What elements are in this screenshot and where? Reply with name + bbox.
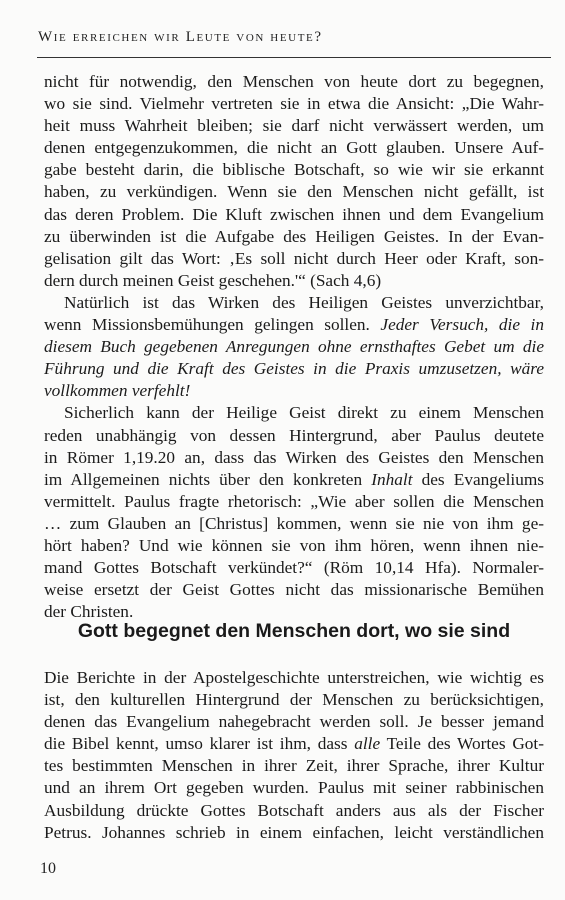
text-run: die Bibel kennt, umso klarer ist ihm, dass [44,734,355,754]
text-line: tes bestimmten Menschen in ihrer Zeit, ihrer Sprache, ihrer Kultur [44,756,544,776]
section-paragraph [44,667,544,844]
paragraph-2 [44,292,544,402]
text-line: wo sie sind. Vielmehr vertreten sie in etwa die Ansicht: „Die Wahr- [44,94,544,114]
paragraph-3 [44,402,544,623]
text-line: … zum Glauben an [Christus] kommen, wenn sie nie von ihm ge- [44,513,544,533]
emphasis-line: diesem Buch gegebenen Anregungen ohne ernsthaftes Gebet um die [44,337,544,357]
emphasis-line: vollkommen verfehlt! [44,381,191,401]
emphasis-text: Jeder Versuch, die in [380,315,544,335]
text-line: gabe besteht darin, die biblische Botschaft, so wie wir sie erkannt [44,160,544,180]
text-line: weise ersetzt der Geist Gottes nicht das missionarische Bemühen [44,580,544,600]
text-run: des Evangeliums [412,469,544,489]
text-line: zu überwinden ist die Aufgabe des Heiligen Geistes. In der Evan- [44,226,544,246]
text-line: vermittelt. Paulus fragte rhetorisch: „Wie aber sollen die Menschen [44,491,544,511]
text-line: denen entgegenzukommen, die nicht an Gott glauben. Unsere Auf- [44,138,544,158]
text-line: reden unabhängig von dessen Hintergrund, aber Paulus deutete [44,425,544,445]
text-line: dern durch meinen Geist geschehen.'“ (Sach 4,6) [44,270,382,290]
paragraph-1 [44,71,544,292]
emphasis-line: Führung und die Kraft des Geistes in die Praxis umzusetzen, wäre [44,359,544,379]
text-line: hört haben? Und wie können sie von ihm hören, wenn ihnen nie- [44,535,544,555]
text-line: das deren Problem. Die Kluft zwischen ihnen und dem Evangelium [44,204,544,224]
text-line: der Christen. [44,602,134,622]
text-line: in Römer 1,19.20 an, dass das Wirken des Geistes den Menschen [44,447,544,467]
text-run: wenn Missionsbemühungen gelingen sollen. [44,315,381,335]
emphasis-text: Inhalt [371,469,413,489]
body-text [44,71,544,623]
text-line [44,314,544,336]
text-line [44,733,544,755]
page-number: 10 [40,860,56,877]
text-line: nicht für notwendig, den Menschen von heute dort zu begegnen, [44,72,544,91]
text-line: Petrus. Johannes schrieb in einem einfachen, leicht verständlichen [44,822,544,842]
text-line: ist, den kulturellen Hintergrund der Menschen zu berücksichtigen, [44,690,544,710]
text-line: Natürlich ist das Wirken des Heiligen Geistes unverzichtbar, [64,292,544,312]
text-line: mand Gottes Botschaft verkündet?“ (Röm 10,14 Hfa). Normaler- [44,558,544,578]
text-line [44,469,544,491]
text-line: denen das Evangelium nahegebracht werden soll. Je besser jemand [44,712,544,732]
emphasis-text: alle [354,734,381,754]
text-line: Die Berichte in der Apostelgeschichte unterstreichen, wie wichtig es [44,668,544,687]
text-line: Sicherlich kann der Heilige Geist direkt zu einem Menschen [64,403,544,423]
text-run: im Allgemeinen nichts über den konkreten [44,469,372,489]
running-head: Wie erreichen wir Leute von heute? [38,29,323,45]
text-run: Teile des Wortes Got- [380,734,544,754]
text-line: Ausbildung drückte Gottes Botschaft anders aus als der Fischer [44,800,544,820]
text-line: heit muss Wahrheit bleiben; sie darf nicht verwässert werden, um [44,116,544,136]
text-line: und an ihrem Ort gegeben wurden. Paulus mit seiner rabbinischen [44,778,544,798]
header-rule [37,57,551,58]
text-line: gelisation gilt das Wort: ‚Es soll nicht durch Heer oder Kraft, son- [44,248,544,268]
section-heading: Gott begegnet den Menschen dort, wo sie sind [77,620,511,642]
text-line: haben, zu verkündigen. Wenn sie den Menschen nicht gefällt, ist [44,182,544,202]
